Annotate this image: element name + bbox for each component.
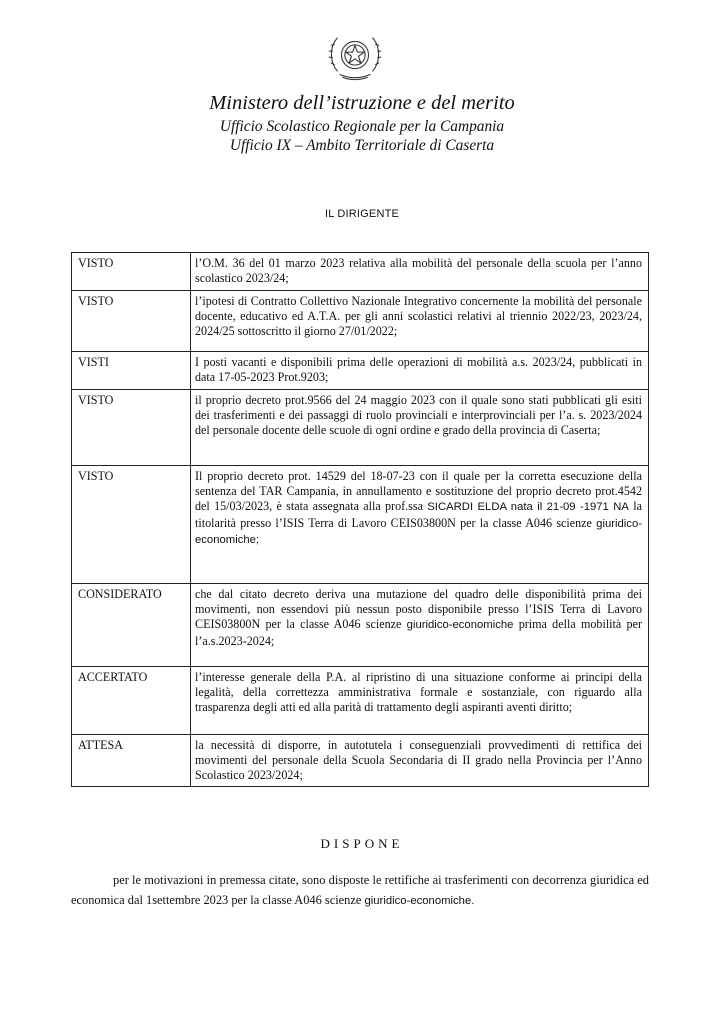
- recital-label: VISTI: [72, 352, 191, 390]
- text-segment: la titolarità presso l’ISIS Terra di Lavoro CEIS03800N per la classe A046 scienze: [195, 499, 642, 530]
- recital-row: [72, 352, 649, 390]
- recital-text: [191, 352, 649, 390]
- recital-label: ACCERTATO: [72, 667, 191, 735]
- text-segment: prima della mobilità per l’a.s.2023-2024;: [195, 617, 642, 648]
- text-segment: l’interesse generale della P.A. al ripristino di una situazione conforme ai principi della legalità, della correttezza amministrativa formale e sostanziale, con riguardo alla trasparenza degli atti ed alla parità di trattamento degli aspiranti aventi diritto;: [195, 670, 642, 715]
- recital-text: [191, 584, 649, 667]
- recital-text: [191, 466, 649, 584]
- recital-label: VISTO: [72, 390, 191, 466]
- recital-row: [72, 253, 649, 291]
- regional-office-subtitle: Ufficio Scolastico Regionale per la Campania: [219, 118, 505, 135]
- recitals-table: [71, 252, 649, 787]
- recital-text: [191, 667, 649, 735]
- recital-row: [72, 291, 649, 352]
- ministry-title: Ministero dell’istruzione e del merito: [209, 92, 515, 114]
- italian-republic-emblem-icon: [326, 26, 384, 84]
- text-segment: l’ipotesi di Contratto Collettivo Nazionale Integrativo concernente la mobilità del personale docente, educativo ed A.T.A. per gli anni scolastici relativi al triennio 2022/23, 2023/24, 2024/25 sottoscritto il giorno 27/01/2022;: [195, 294, 642, 339]
- text-segment: l’O.M. 36 del 01 marzo 2023 relativa alla mobilità del personale della scuola per l’anno scolastico 2023/24;: [195, 256, 642, 286]
- text-segment: il proprio decreto prot.9566 del 24 maggio 2023 con il quale sono stati pubblicati gli esiti dei trasferimenti e dei passaggi di ruolo provinciali e interprovinciali per l’a. s. 2023/2024 del personale docente delle scuole di ogni ordine e grado della provincia di Caserta;: [195, 393, 642, 438]
- recital-label: VISTO: [72, 253, 191, 291]
- text-segment: I posti vacanti e disponibili prima delle operazioni di mobilità a.s. 2023/24, pubblicati in data 17-05-2023 Prot.9203;: [195, 355, 642, 385]
- recital-text: [191, 253, 649, 291]
- recital-row: [72, 584, 649, 667]
- text-segment: SICARDI ELDA nata il 21-09 -1971 NA: [427, 501, 629, 514]
- document-title: IL DIRIGENTE: [324, 208, 400, 220]
- recital-text: [191, 735, 649, 787]
- text-segment: giuridico-economiche.: [364, 895, 475, 907]
- text-segment: la necessità di disporre, in autotutela i conseguenziali provvedimenti di rettifica dei movimenti del personale della Scuola Secondaria di II grado nella Provincia per l’Anno Scolastico 2023/2024;: [195, 738, 642, 783]
- recital-text: [191, 390, 649, 466]
- text-segment: giuridico-economiche;: [195, 517, 642, 546]
- local-office-subtitle: Ufficio IX – Ambito Territoriale di Caserta: [229, 137, 495, 154]
- recital-label: VISTO: [72, 466, 191, 584]
- text-segment: che dal citato decreto deriva una mutazione del quadro delle disponibilità prima dei movimenti, non essendovi più nessun posto disponibile presso l’ISIS Terra di Lavoro CEIS03800N per la classe A046 scienze: [195, 587, 642, 632]
- text-segment: Il proprio decreto prot. 14529 del 18-07-23 con il quale per la corretta esecuzione della sentenza del TAR Campania, in annullamento e sostituzione del proprio decreto prot.4542 del 15/03/2023, è stata assegnata alla prof.ssa: [195, 469, 642, 514]
- recital-row: [72, 390, 649, 466]
- recital-row: [72, 667, 649, 735]
- closing-paragraph: [71, 870, 649, 911]
- recital-label: CONSIDERATO: [72, 584, 191, 667]
- recital-text: [191, 291, 649, 352]
- text-segment: giuridico-economiche: [406, 619, 514, 632]
- recital-label: ATTESA: [72, 735, 191, 787]
- dispone-heading: DISPONE: [320, 836, 404, 851]
- text-segment: per le motivazioni in premessa citate, sono disposte le rettifiche ai trasferimenti con decorrenza giuridica ed economica dal 1settembre 2023 per la classe A046 scienze: [71, 873, 649, 907]
- recital-row: [72, 466, 649, 584]
- recital-label: VISTO: [72, 291, 191, 352]
- recital-row: [72, 735, 649, 787]
